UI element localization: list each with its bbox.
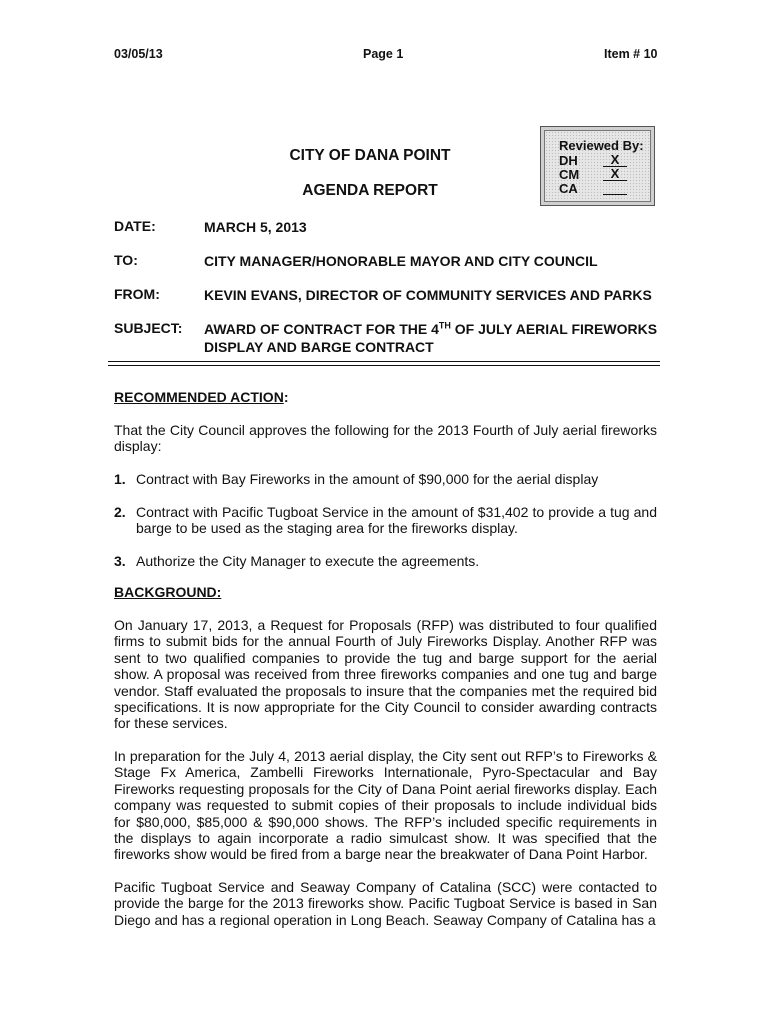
divider-rule xyxy=(108,361,660,362)
background-paragraph-2: In preparation for the July 4, 2013 aerial display, the City sent out RFP’s to Fireworks & Stage Fx America, Zambelli Fireworks Internationale, Pyro-Spectacular and Bay Fireworks requesting proposals for the City of Dana Point aerial fireworks display. Each company was requested to submit copies of their proposals to include individual bids for $80,000, $85,000 & $90,000 shows. The RFP’s included specific requirements in the displays to again incorporate a radio simulcast show. It was specified that the fireworks show would be fired from a barge near the breakwater of Dana Point Harbor. xyxy=(114,748,657,863)
subject-value xyxy=(204,320,674,356)
review-row-cm xyxy=(559,166,620,182)
from-label: FROM: xyxy=(114,286,160,302)
list-item-number: 3. xyxy=(114,553,126,569)
recommended-action-heading-text: RECOMMENDED ACTION xyxy=(114,389,284,405)
subject-text-end: OF JULY AERIAL FIREWORKS DISPLAY AND BARGE CONTRACT xyxy=(204,321,658,355)
review-mark xyxy=(603,181,627,195)
review-mark: X xyxy=(603,153,627,167)
date-label: DATE: xyxy=(114,218,156,234)
list-item-number: 1. xyxy=(114,471,126,487)
list-item-text: Contract with Pacific Tugboat Service in the amount of $31,402 to provide a tug and barge to be used as the staging area for the fireworks display. xyxy=(136,504,657,537)
from-value: KEVIN EVANS, DIRECTOR OF COMMUNITY SERVICES AND PARKS xyxy=(204,287,652,303)
review-code: DH xyxy=(559,153,578,168)
review-code: CM xyxy=(559,167,580,182)
background-heading: BACKGROUND: xyxy=(114,584,222,600)
list-item-text: Authorize the City Manager to execute the agreements. xyxy=(136,553,480,569)
header-page-number: Page 1 xyxy=(363,47,404,61)
report-title: AGENDA REPORT xyxy=(302,182,438,199)
list-item-number: 2. xyxy=(114,504,126,520)
recommended-intro: That the City Council approves the following for the 2013 Fourth of July aerial fireworks display: xyxy=(114,422,657,455)
header-item-number: Item # 10 xyxy=(604,47,658,61)
recommended-action-colon: : xyxy=(283,389,289,405)
header-date: 03/05/13 xyxy=(114,47,163,61)
to-value: CITY MANAGER/HONORABLE MAYOR AND CITY COUNCIL xyxy=(204,253,598,269)
list-item xyxy=(114,471,657,487)
subject-superscript: TH xyxy=(438,320,451,331)
review-mark: X xyxy=(603,167,627,181)
divider-rule xyxy=(108,365,660,366)
list-item xyxy=(114,504,657,537)
background-paragraph-3: Pacific Tugboat Service and Seaway Company of Catalina (SCC) were contacted to provide the barge for the 2013 fireworks show. Pacific Tugboat Service is based in San Diego and has a regional operation in Long Beach. Seaway Company of Catalina has a xyxy=(114,879,657,928)
list-item xyxy=(114,553,657,569)
city-title: CITY OF DANA POINT xyxy=(289,147,451,164)
recommended-action-heading xyxy=(114,389,657,405)
subject-text-start: AWARD OF CONTRACT FOR THE 4 xyxy=(204,321,439,337)
to-label: TO: xyxy=(114,252,138,268)
reviewed-by-title: Reviewed By: xyxy=(559,138,644,153)
reviewed-by-box xyxy=(540,126,655,206)
review-row-dh xyxy=(559,152,620,168)
list-item-text: Contract with Bay Fireworks in the amount of $90,000 for the aerial display xyxy=(136,471,599,487)
background-paragraph-1: On January 17, 2013, a Request for Proposals (RFP) was distributed to four qualified firms to submit bids for the annual Fourth of July Fireworks Display. Another RFP was sent to two qualified companies to provide the tug and barge support for the aerial show. A proposal was received from three fireworks companies and one tug and barge vendor. Staff evaluated the proposals to insure that the companies met the required bid specifications. It is now appropriate for the City Council to consider awarding contracts for these services. xyxy=(114,617,657,732)
date-value: MARCH 5, 2013 xyxy=(204,219,307,235)
review-row-ca xyxy=(559,181,578,196)
review-code: CA xyxy=(559,181,578,196)
subject-label: SUBJECT: xyxy=(114,320,183,336)
